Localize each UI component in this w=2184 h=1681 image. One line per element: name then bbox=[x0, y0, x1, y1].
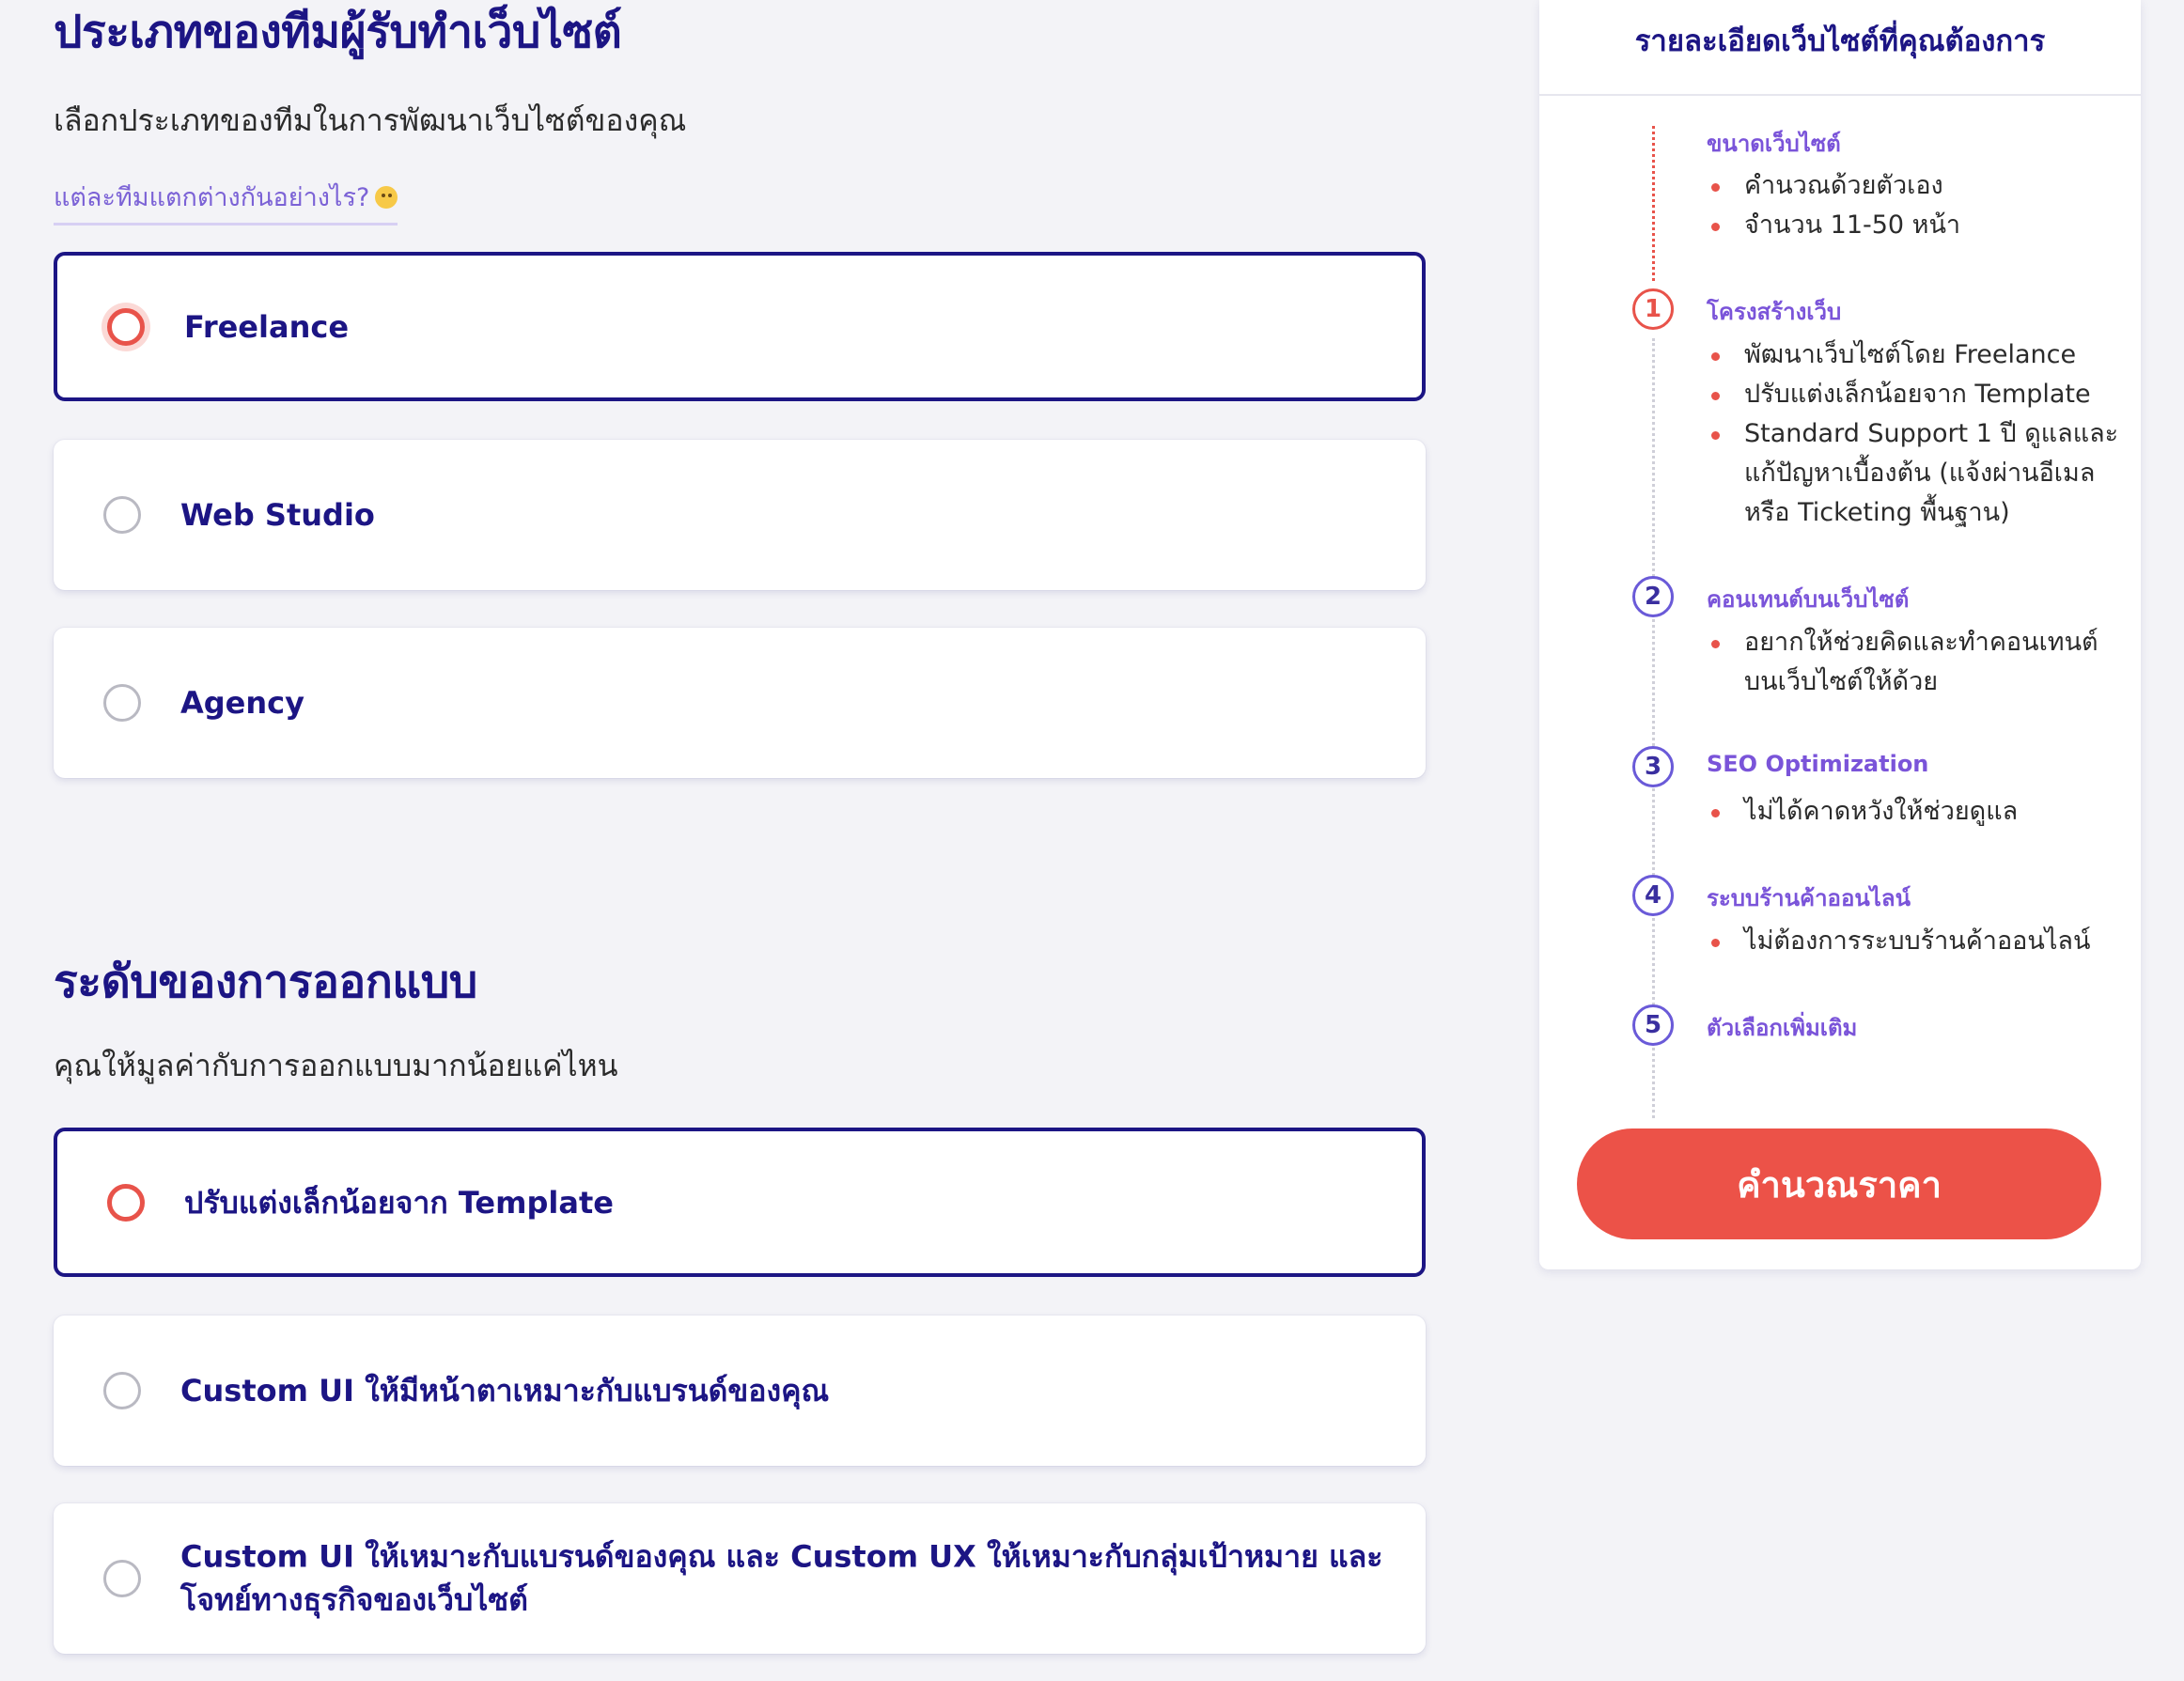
team-option-label: Web Studio bbox=[180, 496, 375, 533]
list-item: จำนวน 11-50 หน้า bbox=[1707, 206, 2120, 245]
team-type-title: ประเภทของทีมผู้รับทำเว็บไซต์ bbox=[54, 6, 622, 58]
list-item: พัฒนาเว็บไซต์โดย Freelance bbox=[1707, 335, 2120, 375]
step-items bbox=[1707, 166, 2120, 245]
timeline-line bbox=[1652, 338, 1655, 1118]
timeline-progress-line bbox=[1652, 126, 1655, 281]
calculate-price-button[interactable]: คำนวณราคา bbox=[1577, 1128, 2101, 1239]
step-title: ตัวเลือกเพิ่มเติม bbox=[1707, 1015, 1858, 1041]
design-option-custom-ui-ux[interactable] bbox=[54, 1503, 1426, 1654]
step-number-badge: 5 bbox=[1632, 1004, 1674, 1046]
team-option-agency[interactable] bbox=[54, 628, 1426, 778]
team-type-subtitle: เลือกประเภทของทีมในการพัฒนาเว็บไซต์ของคุณ bbox=[54, 102, 687, 138]
list-item: คำนวณด้วยตัวเอง bbox=[1707, 166, 2120, 206]
list-item: ไม่ได้คาดหวังให้ช่วยดูแล bbox=[1707, 792, 2120, 832]
radio-unselected-icon[interactable] bbox=[103, 496, 141, 534]
design-option-label: Custom UI ให้มีหน้าตาเหมาะกับแบรนด์ของคุณ bbox=[180, 1372, 830, 1409]
panel-title: รายละเอียดเว็บไซต์ที่คุณต้องการ bbox=[1634, 24, 2046, 58]
design-option-label: ปรับแต่งเล็กน้อยจาก Template bbox=[184, 1184, 614, 1221]
radio-selected-icon[interactable] bbox=[107, 1184, 145, 1222]
team-difference-link-label: แต่ละทีมแตกต่างกันอย่างไร? bbox=[54, 183, 370, 212]
step-items bbox=[1707, 792, 2120, 832]
list-item: Standard Support 1 ปี ดูแลและแก้ปัญหาเบื้องต้น (แจ้งผ่านอีเมลหรือ Ticketing พื้นฐาน) bbox=[1707, 414, 2120, 533]
step-title: SEO Optimization bbox=[1707, 751, 1929, 777]
website-summary-panel bbox=[1539, 0, 2141, 1269]
step-title: ขนาดเว็บไซต์ bbox=[1707, 131, 1841, 157]
step-items bbox=[1707, 922, 2120, 961]
radio-selected-icon[interactable] bbox=[107, 308, 145, 346]
team-difference-link[interactable] bbox=[54, 177, 398, 226]
team-option-label: Agency bbox=[180, 684, 304, 721]
step-number-badge: 1 bbox=[1632, 288, 1674, 330]
radio-unselected-icon[interactable] bbox=[103, 684, 141, 722]
team-option-freelance[interactable] bbox=[54, 252, 1426, 401]
design-option-label: Custom UI ให้เหมาะกับแบรนด์ของคุณ และ Custom UX ให้เหมาะกับกลุ่มเป้าหมาย และโจทย์ทางธุรกิจของเว็บไซต์ bbox=[180, 1538, 1383, 1618]
step-title: โครงสร้างเว็บ bbox=[1707, 299, 1842, 325]
thinking-face-icon bbox=[375, 186, 398, 209]
step-title: ระบบร้านค้าออนไลน์ bbox=[1707, 885, 1911, 911]
list-item: ปรับแต่งเล็กน้อยจาก Template bbox=[1707, 375, 2120, 414]
step-number-badge: 2 bbox=[1632, 576, 1674, 617]
team-option-web-studio[interactable] bbox=[54, 440, 1426, 590]
design-option-custom-ui[interactable] bbox=[54, 1315, 1426, 1466]
list-item: อยากให้ช่วยคิดและทำคอนเทนต์บนเว็บไซต์ให้ด้วย bbox=[1707, 623, 2120, 702]
step-number-badge: 4 bbox=[1632, 875, 1674, 916]
list-item: ไม่ต้องการระบบร้านค้าออนไลน์ bbox=[1707, 922, 2120, 961]
step-items bbox=[1707, 623, 2120, 702]
radio-unselected-icon[interactable] bbox=[103, 1560, 141, 1597]
radio-unselected-icon[interactable] bbox=[103, 1372, 141, 1409]
design-option-template[interactable] bbox=[54, 1128, 1426, 1277]
panel-header bbox=[1539, 0, 2141, 96]
design-level-subtitle: คุณให้มูลค่ากับการออกแบบมากน้อยแค่ไหน bbox=[54, 1048, 618, 1083]
step-title: คอนเทนต์บนเว็บไซต์ bbox=[1707, 586, 1910, 613]
design-level-title: ระดับของการออกแบบ bbox=[54, 956, 477, 1008]
step-number-badge: 3 bbox=[1632, 746, 1674, 787]
step-items bbox=[1707, 335, 2120, 533]
team-option-label: Freelance bbox=[184, 308, 350, 345]
